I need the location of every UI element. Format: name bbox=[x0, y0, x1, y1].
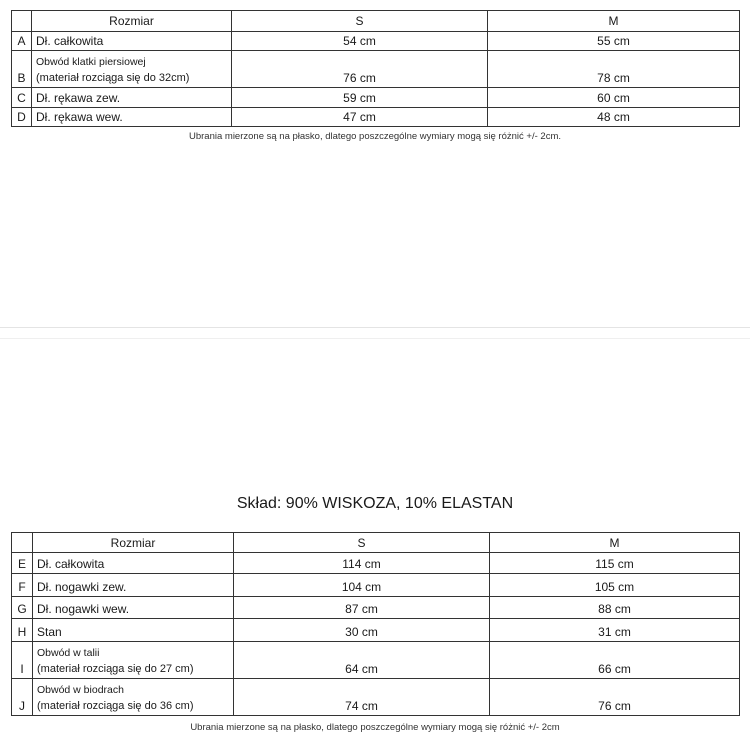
row-label: Dł. nogawki zew. bbox=[33, 574, 234, 597]
row-letter: H bbox=[12, 619, 33, 642]
row-label: Dł. rękawa zew. bbox=[32, 88, 232, 108]
table-header-row bbox=[12, 533, 740, 553]
table-row bbox=[12, 642, 740, 679]
table-row bbox=[12, 32, 740, 51]
header-rozmiar: Rozmiar bbox=[32, 11, 232, 32]
value-m: 31 cm bbox=[490, 619, 740, 642]
row-label-line1: Obwód w talii bbox=[37, 647, 100, 659]
value-s: 54 cm bbox=[232, 32, 488, 51]
row-label-line2: (materiał rozciąga się do 32cm) bbox=[36, 72, 190, 84]
measurement-note-top: Ubrania mierzone są na płasko, dlatego poszczególne wymiary mogą się różnić +/- 2cm. bbox=[189, 131, 561, 142]
row-letter: D bbox=[12, 108, 32, 127]
row-letter: A bbox=[12, 32, 32, 51]
header-size-m: M bbox=[490, 533, 740, 553]
size-table-top bbox=[11, 10, 740, 127]
table-row bbox=[12, 51, 740, 88]
composition-heading: Skład: 90% WISKOZA, 10% ELASTAN bbox=[236, 495, 514, 512]
table-row bbox=[12, 597, 740, 619]
row-letter: G bbox=[12, 597, 33, 619]
header-size-m: M bbox=[488, 11, 740, 32]
row-label: Stan bbox=[33, 619, 234, 642]
value-s: 104 cm bbox=[234, 574, 490, 597]
value-s: 114 cm bbox=[234, 553, 490, 574]
table-row bbox=[12, 553, 740, 574]
row-letter: F bbox=[12, 574, 33, 597]
row-label: Dł. rękawa wew. bbox=[32, 108, 232, 127]
row-label bbox=[32, 51, 232, 88]
row-label: Dł. całkowita bbox=[33, 553, 234, 574]
section-divider bbox=[0, 327, 750, 328]
row-label bbox=[33, 642, 234, 679]
value-m: 78 cm bbox=[488, 51, 740, 88]
table-row bbox=[12, 619, 740, 642]
row-letter: C bbox=[12, 88, 32, 108]
value-m: 66 cm bbox=[490, 642, 740, 679]
value-m: 60 cm bbox=[488, 88, 740, 108]
letter-cell bbox=[12, 533, 33, 553]
measurement-note-bottom: Ubrania mierzone są na płasko, dlatego poszczególne wymiary mogą się różnić +/- 2cm bbox=[190, 722, 560, 733]
header-size-s: S bbox=[234, 533, 490, 553]
row-label: Dł. całkowita bbox=[32, 32, 232, 51]
row-label-line1: Obwód w biodrach bbox=[37, 684, 124, 696]
header-rozmiar: Rozmiar bbox=[33, 533, 234, 553]
row-letter: B bbox=[12, 51, 32, 88]
row-label-line2: (materiał rozciąga się do 27 cm) bbox=[37, 663, 194, 675]
row-label-line1: Obwód klatki piersiowej bbox=[36, 56, 146, 68]
value-s: 47 cm bbox=[232, 108, 488, 127]
value-s: 64 cm bbox=[234, 642, 490, 679]
table-row bbox=[12, 574, 740, 597]
row-letter: E bbox=[12, 553, 33, 574]
letter-cell bbox=[12, 11, 32, 32]
header-size-s: S bbox=[232, 11, 488, 32]
size-table-bottom bbox=[11, 532, 740, 716]
value-s: 74 cm bbox=[234, 679, 490, 716]
value-s: 30 cm bbox=[234, 619, 490, 642]
value-s: 76 cm bbox=[232, 51, 488, 88]
value-m: 115 cm bbox=[490, 553, 740, 574]
table-header-row bbox=[12, 11, 740, 32]
table-row bbox=[12, 679, 740, 716]
row-label bbox=[33, 679, 234, 716]
row-label: Dł. nogawki wew. bbox=[33, 597, 234, 619]
table-row bbox=[12, 108, 740, 127]
value-m: 48 cm bbox=[488, 108, 740, 127]
row-label-line2: (materiał rozciąga się do 36 cm) bbox=[37, 700, 194, 712]
section-divider bbox=[0, 338, 750, 339]
value-m: 76 cm bbox=[490, 679, 740, 716]
row-letter: J bbox=[12, 679, 33, 716]
value-m: 105 cm bbox=[490, 574, 740, 597]
value-s: 59 cm bbox=[232, 88, 488, 108]
table-row bbox=[12, 88, 740, 108]
value-s: 87 cm bbox=[234, 597, 490, 619]
value-m: 88 cm bbox=[490, 597, 740, 619]
value-m: 55 cm bbox=[488, 32, 740, 51]
row-letter: I bbox=[12, 642, 33, 679]
